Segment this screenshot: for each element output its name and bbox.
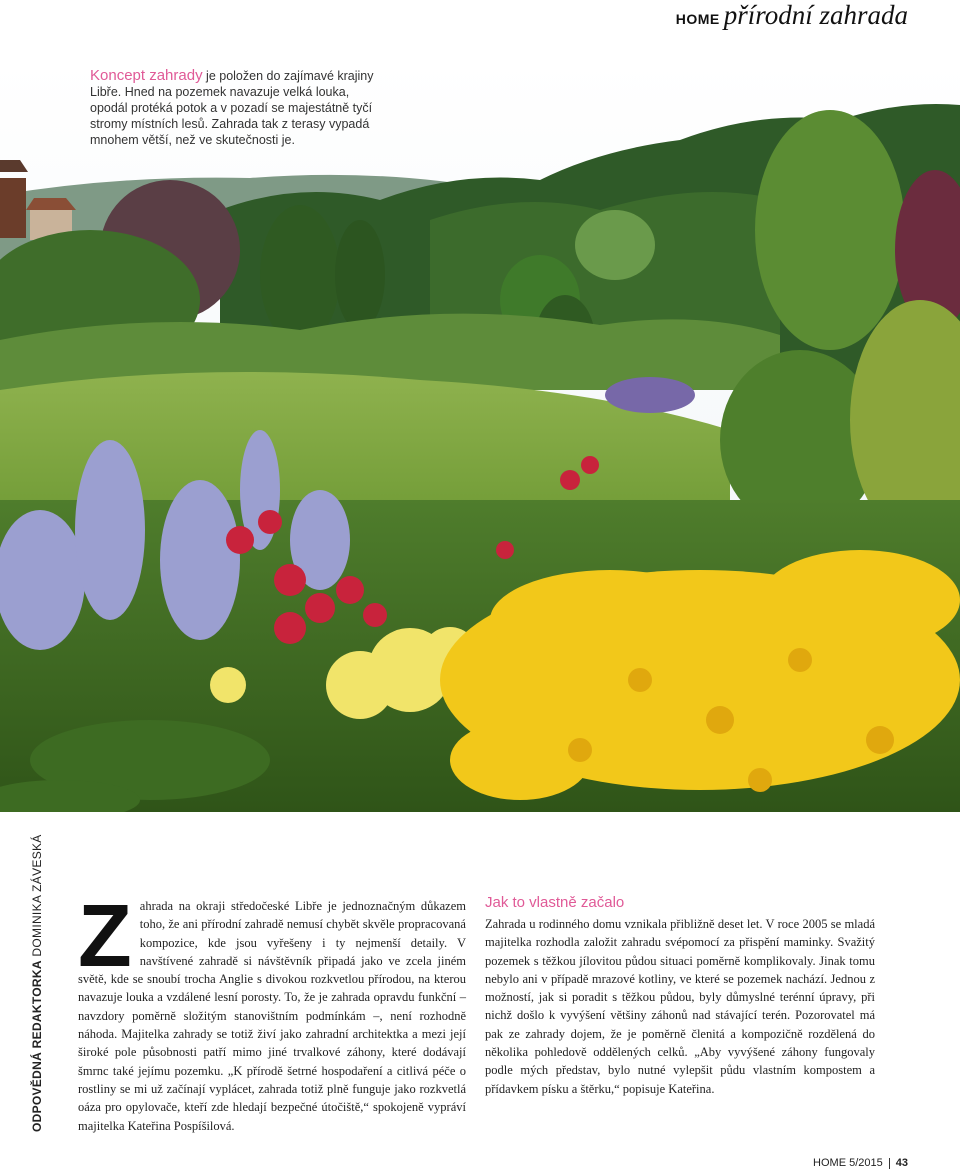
footer-separator	[889, 1158, 890, 1169]
magazine-brand: HOME	[675, 11, 720, 27]
garden-photo	[0, 60, 960, 812]
page-number: 43	[895, 1157, 908, 1169]
article-column-1	[78, 886, 466, 1135]
page-footer	[813, 1157, 908, 1169]
section-title: přírodní zahrada	[723, 0, 908, 30]
article-paragraph-2: Zahrada u rodinného domu vznikala přibližně deset let. V roce 2005 se mladá majitelka rozhodla založit zahradu svépomocí za přispění maminky. Svažitý pozemek s těžkou jílovitou půdou situaci poměrně komplikovaly. Jinak tomu nebylo ani v případě mrazové kotliny, ve které se pozemek nachází. Jednou z možností, jak si poradit s těžkou půdou, byly důmyslné terénní úpravy, při nichž došlo k vyvýšení většiny záhonů nad stávající terén. Pozorovatel má pak ze zahrady dojem, že je poměrně členitá a kompozičně rozdělená do několika pohledově oddělených celků. „Aby vyvýšené záhony fungovaly podle mých představ, bylo nutné vylepšit půdu vlastním kompostem a přídavkem písku a štěrku,“ popisuje Kateřina.	[485, 917, 875, 1096]
byline-name: DOMINIKA ZÁVESKÁ	[30, 834, 44, 957]
subheading: Jak to vlastně začalo	[485, 894, 625, 911]
page-header	[676, 0, 908, 32]
caption-lead: Koncept zahrady	[90, 67, 203, 84]
dropcap: Z	[78, 886, 132, 985]
byline-role: ODPOVĚDNÁ REDAKTORKA	[30, 960, 44, 1132]
caption-text: je položen do zajímavé krajiny Libře. Hned na pozemek navazuje velká louka, opodál protéká potok a v pozadí se majestátně tyčí stromy místních lesů. Zahrada tak z terasy vypadá mnohem větší, než ve skutečnosti je.	[90, 69, 374, 147]
article-column-2	[485, 915, 875, 1098]
article-paragraph-1: ahrada na okraji středočeské Libře je jednoznačným důkazem toho, že ani přírodní zahradě nemusí chybět skvěle propracovaná kompozice, kde jsou vyřešeny i ty nejmenší detaily. V navštívené zahradě si návštěvník připadá jako ve zcela jiném světě, kde se snoubí trocha Anglie s divokou rozkvetlou přírodou, na kterou navazuje louka a vzdálené lesní porosty. To, že je zahrada opravdu funkční – navzdory poměrně složitým stanovištním podmínkám –, není rozhodně náhoda. Majitelka zahrady se totiž živí jako zahradní architektka a mezi její široké pole působnosti patří mimo jiné trvalkové záhony, které dodávají šmrnc také jejímu pozemku. „K přírodě šetrné hospodaření a citlivá péče o rostliny se mi už začínají vyplácet, zahrada totiž plně funguje jako rozkvetlá oáza pro opylovače, kteří zde hledají bezpečné útočiště,“ spokojeně vypráví majitelka Kateřina Pospíšilová.	[78, 899, 466, 1133]
photo-caption	[90, 68, 390, 148]
byline	[30, 834, 44, 1132]
issue-label: HOME 5/2015	[813, 1157, 883, 1169]
